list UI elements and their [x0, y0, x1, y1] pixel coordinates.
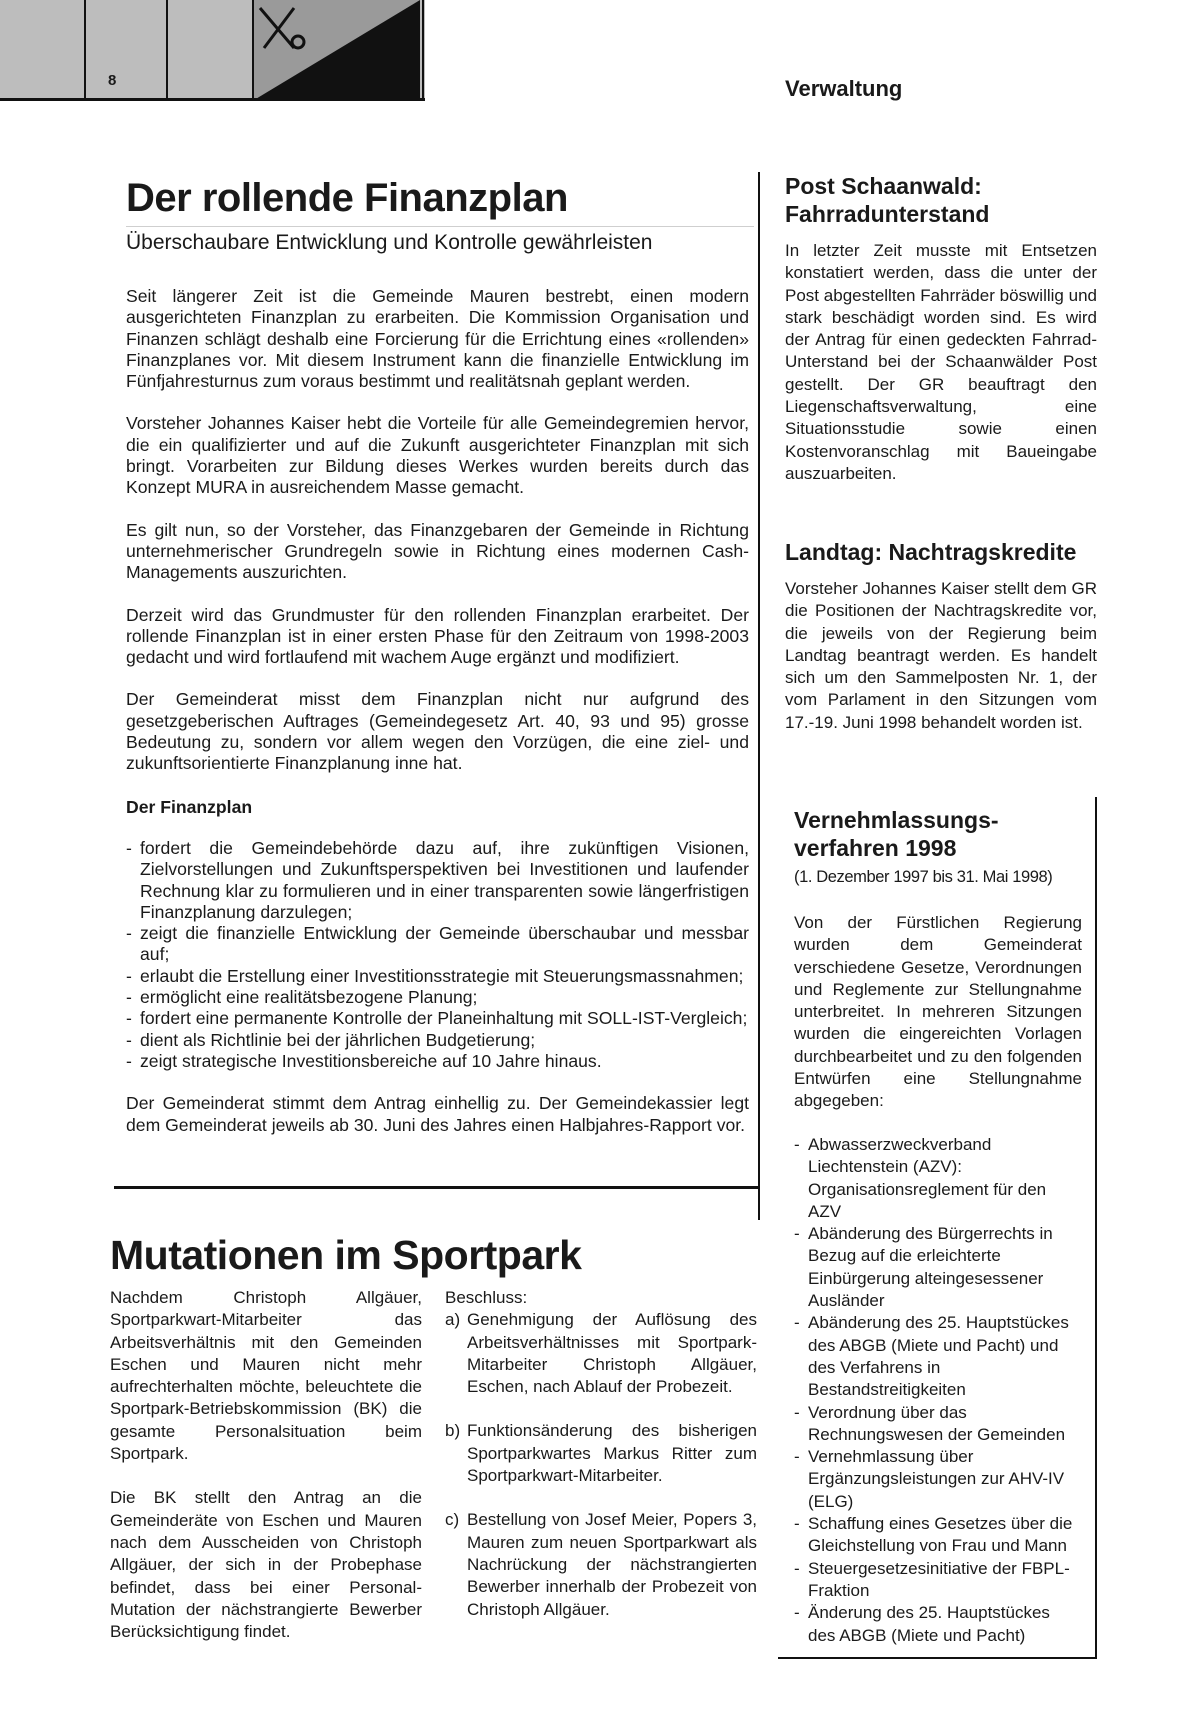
list-item: - Abwasserzweckverband Liechtenstein (AZV): Organisationsreglement für den AZV [794, 1134, 1082, 1223]
paragraph: Die BK stellt den Antrag an die Gemeinderäte von Eschen und Mauren nach dem Ausscheiden von Christoph Allgäuer, der sich in der Probephase befindet, dass bei einer Personal-Mutation der nächstrangierte Bewerber Berücksichtigung findet. [110, 1488, 422, 1642]
landtag-title: Landtag: Nachtragskredite [785, 539, 1077, 565]
list-item: - zeigt strategische Investitionsbereiche auf 10 Jahre hinaus. [126, 1051, 749, 1072]
list-item: - zeigt die finanzielle Entwicklung der Gemeinde überschaubar und messbar auf; [126, 923, 749, 966]
header-cell [0, 0, 86, 100]
paragraph: Der Gemeinderat misst dem Finanzplan nicht nur aufgrund des gesetzgeberischen Auftrages (Gemeindegesetz Art. 40, 93 und 95) grosse Bedeutung zu, sondern vor allem wegen den Vorzügen, die eine ziel- und zukunftsorientierte Finanzplanung inne hat. [126, 689, 749, 774]
post-title: Post Schaanwald: Fahrradunterstand [785, 173, 990, 227]
page-number: 8 [108, 72, 117, 89]
sport-right-column [445, 1287, 757, 1621]
paragraph: Derzeit wird das Grundmuster für den rollenden Finanzplan erarbeitet. Der rollende Finanzplan ist in einer ersten Phase für den Zeitraum von 1998-2003 gedacht und wird fortlaufend mit wachem Auge ergänzt und modifiziert. [126, 604, 749, 668]
list-item: - fordert eine permanente Kontrolle der Planeinhaltung mit SOLL-IST-Vergleich; [126, 1008, 749, 1029]
section-label: Verwaltung [785, 76, 903, 101]
article-title: Der rollende Finanzplan [126, 176, 568, 220]
vernehmlassung-title: Vernehmlassungs- verfahren 1998 [794, 807, 999, 861]
resolution-item: b) Funktionsänderung des bisherigen Sportparkwartes Markus Ritter zum Sportparkwart-Mitarbeiter. [445, 1421, 757, 1486]
list-item: - Abänderung des Bürgerrechts in Bezug auf die erleichterte Einbürgerung alteingesessener Ausländer [794, 1223, 1082, 1312]
resolution-label: Beschluss: [445, 1288, 528, 1307]
title-rule [126, 226, 754, 227]
paragraph: Vorsteher Johannes Kaiser hebt die Vorteile für alle Gemeindegremien hervor, die ein qualifizierter und auf die Zukunft ausgerichteter Finanzplan mit sich bringt. Vorarbeiten zur Bildung dieses Werkes wurden bereits durch das Konzept MURA in ausreichendem Masse gemacht. [126, 413, 749, 498]
list-heading: Der Finanzplan [126, 796, 253, 817]
header-baseline [0, 98, 425, 101]
article-body [126, 286, 749, 1136]
list-item: - ermöglicht eine realitätsbezogene Planung; [126, 987, 749, 1008]
list-item: - Verordnung über das Rechnungswesen der Gemeinden [794, 1402, 1082, 1447]
list-item: - Schaffung eines Gesetzes über die Gleichstellung von Frau und Mann [794, 1513, 1082, 1558]
sport-title: Mutationen im Sportpark [110, 1232, 582, 1278]
date-range: (1. Dezember 1997 bis 31. Mai 1998) [794, 868, 1053, 886]
resolution-item: c) Bestellung von Josef Meier, Popers 3, Mauren zum neuen Sportparkwart als Nachrückung der nächstrangierten Bewerber innerhalb der Probezeit von Christoph Allgäuer. [445, 1510, 757, 1619]
list-item: - Vernehmlassung über Ergänzungsleistungen zur AHV-IV (ELG) [794, 1446, 1082, 1513]
closing-paragraph: Der Gemeinderat stimmt dem Antrag einhellig zu. Der Gemeindekassier legt dem Gemeinderat jeweils ab 30. Juni des Jahres einen Halbjahres-Rapport vor. [126, 1093, 749, 1135]
header-cell [84, 0, 168, 100]
sport-left-column [110, 1287, 422, 1643]
article-subtitle: Überschaubare Entwicklung und Kontrolle gewährleisten [126, 231, 653, 254]
header-emblem [254, 0, 424, 100]
landtag-text: Vorsteher Johannes Kaiser stellt dem GR die Positionen der Nachtragskredite vor, die jeweils von der Regierung beim Landtag beantragt werden. Es handelt sich um den Sammelposten Nr. 1, der vom Parlament in den Sitzungen vom 17.-19. Juni 1998 behandelt worden ist. [785, 579, 1097, 732]
paragraph: Seit längerer Zeit ist die Gemeinde Mauren bestrebt, einen modern ausgerichteten Finanzplan zu erarbeiten. Die Kommission Organisation und Finanzen schlägt deshalb eine Forcierung für die Errichtung eines «rollenden» Finanzplanes vor. Mit diesem Instrument kann die finanzielle Entwicklung im Fünfjahresturnus zum voraus bestimmt und realitätsnah geplant werden. [126, 286, 749, 392]
paragraph: Nachdem Christoph Allgäuer, Sportparkwart-Mitarbeiter das Arbeitsverhältnis mit den Gemeinden Eschen und Mauren nicht mehr aufrechterhalten möchte, beleuchtete die Sportpark-Betriebskommission (BK) die gesamte Personalsituation beim Sportpark. [110, 1288, 422, 1464]
list-item: - fordert die Gemeindebehörde dazu auf, ihre zukünftigen Visionen, Zielvorstellungen und Zukunftsperspektiven bei Investitionen und laufender Rechnung klar zu formulieren und in einer transparenten sowie längerfristigen Finanzplanung darzulegen; [126, 838, 749, 923]
article-separator [114, 1186, 760, 1189]
column-divider [758, 172, 760, 1220]
list-item: - Abänderung des 25. Hauptstückes des ABGB (Miete und Pacht) und des Verfahrens in Bestandstreitigkeiten [794, 1312, 1082, 1401]
resolution-item: a) Genehmigung der Auflösung des Arbeitsverhältnisses mit Sportpark-Mitarbeiter Christoph Allgäuer, Eschen, nach Ablauf der Probezeit. [445, 1310, 757, 1397]
list-item: - Steuergesetzesinitiative der FBPL-Fraktion [794, 1558, 1082, 1603]
finanzplan-list [126, 838, 749, 1072]
vernehmlassung-list [794, 1134, 1082, 1647]
box-right-border [1095, 797, 1097, 1659]
paragraph: Es gilt nun, so der Vorsteher, das Finanzgebaren der Gemeinde in Richtung unternehmerischer Grundregeln sowie in Richtung eines modernen Cash-Managements auszurichten. [126, 519, 749, 583]
header-cell [166, 0, 254, 100]
list-item: - Änderung des 25. Hauptstückes des ABGB (Miete und Pacht) [794, 1602, 1082, 1647]
list-item: - erlaubt die Erstellung einer Investitionsstrategie mit Steuerungsmassnahmen; [126, 966, 749, 987]
vernehmlassung-intro: Von der Fürstlichen Regierung wurden dem Gemeinderat verschiedene Gesetze, Verordnungen und Reglemente zur Stellungnahme unterbreitet. In mehreren Sitzungen wurden die eingereichten Vorlagen durchbearbeitet und zu den folgenden Entwürfen eine Stellungnahme abgegeben: [794, 913, 1082, 1111]
post-text: In letzter Zeit musste mit Entsetzen konstatiert werden, dass die unter der Post abgestellten Fahrräder böswillig und stark beschädigt worden sind. Es wird der Antrag für einen gedeckten Fahrrad-Unterstand bei der Schaanwälder Post gestellt. Der GR beauftragt den Liegenschaftsverwaltung, eine Situationsstudie sowie einen Kostenvoranschlag mit Baueingabe auszuarbeiten. [785, 241, 1097, 483]
list-item: - dient als Richtlinie bei der jährlichen Budgetierung; [126, 1030, 749, 1051]
box-bottom-border [778, 1657, 1097, 1659]
